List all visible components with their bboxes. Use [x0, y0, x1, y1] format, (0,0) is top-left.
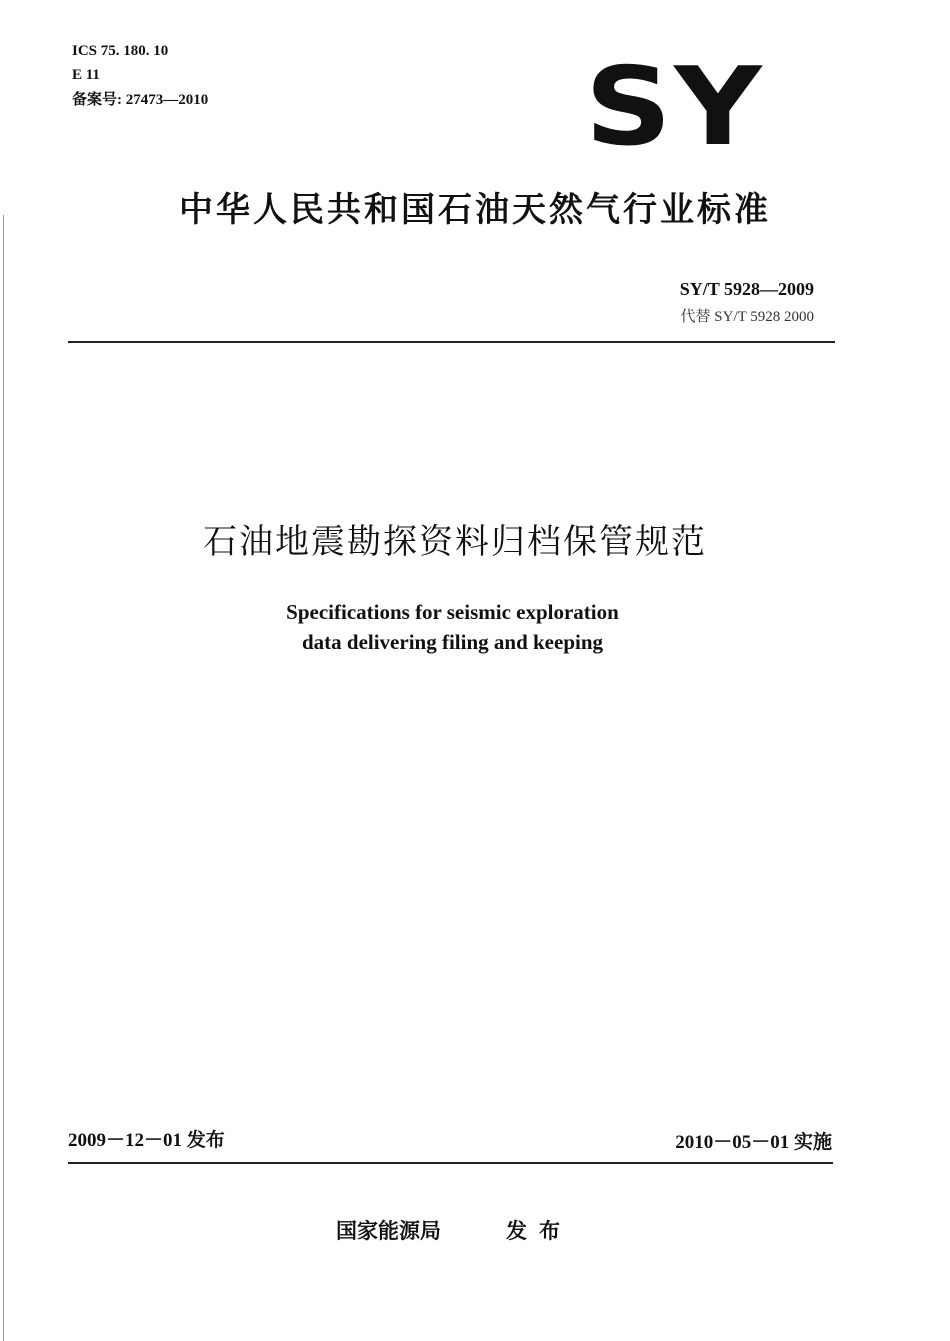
document-title-chinese: 石油地震勘探资料归档保管规范: [203, 522, 707, 562]
replaces-standard: 代替 SY/T 5928 2000: [680, 309, 814, 325]
page-edge-line: [3, 215, 4, 1341]
standard-number: SY/T 5928—2009: [679, 279, 814, 299]
top-divider: [68, 341, 835, 343]
document-title-english-line1: Specifications for seismic exploration: [286, 600, 619, 624]
standard-type-title: 中华人民共和国石油天然气行业标准: [179, 190, 771, 230]
filing-number: 备案号: 27473—2010: [72, 92, 209, 108]
classification-code: E 11: [72, 67, 100, 83]
ics-code: ICS 75. 180. 10: [72, 43, 169, 59]
sy-logo: SY: [584, 45, 764, 170]
issuing-action: 发布: [506, 1219, 572, 1243]
implementation-date: 2010－05－01 实施: [675, 1132, 832, 1153]
issue-date: 2009－12－01 发布: [68, 1130, 225, 1151]
document-title-english-line2: data delivering filing and keeping: [301, 630, 604, 654]
bottom-divider: [68, 1162, 833, 1164]
issuing-authority: 国家能源局: [336, 1219, 441, 1243]
